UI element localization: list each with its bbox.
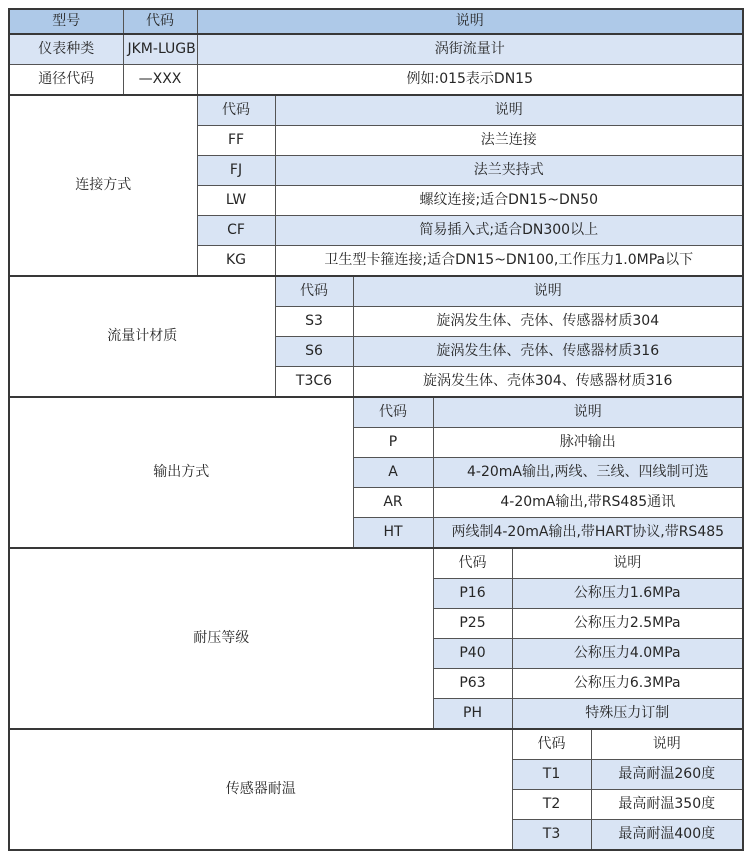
header-code-cell: 代码 [123,9,197,34]
table-row-instrument-type [9,34,743,65]
desc-cell: 公称压力1.6MPa [512,579,743,609]
code-cell: FJ [197,156,275,186]
row-desc-cell: 例如:015表示DN15 [197,65,743,96]
sub-header-desc-cell: 说明 [353,276,743,307]
code-cell: P40 [433,639,512,669]
desc-cell: 公称压力6.3MPa [512,669,743,699]
sub-header-code-cell: 代码 [512,729,591,760]
sub-header-code-cell: 代码 [433,548,512,579]
code-cell: P25 [433,609,512,639]
row-label-cell: 仪表种类 [9,34,123,65]
code-cell: HT [353,518,433,549]
desc-cell: 4-20mA输出,两线、三线、四线制可选 [433,458,743,488]
section-temperature-header-row [9,729,743,760]
sub-header-code-cell: 代码 [197,95,275,126]
section-pressure-header-row [9,548,743,579]
section-label-temperature: 传感器耐温 [9,729,512,850]
section-output-header-row [9,397,743,428]
code-cell: S3 [275,307,353,337]
code-cell: T1 [512,760,591,790]
row-code-cell: —XXX [123,65,197,96]
desc-cell: 旋涡发生体、壳体、传感器材质316 [353,337,743,367]
code-cell: S6 [275,337,353,367]
spec-table [8,8,744,851]
row-label-cell: 通径代码 [9,65,123,96]
code-cell: FF [197,126,275,156]
code-cell: P [353,428,433,458]
section-material-header-row [9,276,743,307]
code-cell: T2 [512,790,591,820]
desc-cell: 特殊压力订制 [512,699,743,730]
sub-header-code-cell: 代码 [275,276,353,307]
header-desc-cell: 说明 [197,9,743,34]
code-cell: LW [197,186,275,216]
code-cell: A [353,458,433,488]
row-desc-cell: 涡街流量计 [197,34,743,65]
desc-cell: 最高耐温350度 [591,790,743,820]
section-label-connection: 连接方式 [9,95,197,276]
row-code-cell: JKM-LUGB [123,34,197,65]
desc-cell: 简易插入式;适合DN300以上 [275,216,743,246]
table-header-row [9,9,743,34]
desc-cell: 最高耐温400度 [591,820,743,851]
sub-header-desc-cell: 说明 [275,95,743,126]
section-label-output: 输出方式 [9,397,353,548]
desc-cell: 公称压力2.5MPa [512,609,743,639]
table-row-diameter-code [9,65,743,96]
code-cell: T3C6 [275,367,353,398]
section-label-material: 流量计材质 [9,276,275,397]
desc-cell: 最高耐温260度 [591,760,743,790]
code-cell: P63 [433,669,512,699]
desc-cell: 旋涡发生体、壳体304、传感器材质316 [353,367,743,398]
header-model-cell: 型号 [9,9,123,34]
desc-cell: 法兰夹持式 [275,156,743,186]
sub-header-desc-cell: 说明 [591,729,743,760]
desc-cell: 脉冲输出 [433,428,743,458]
desc-cell: 两线制4-20mA输出,带HART协议,带RS485 [433,518,743,549]
code-cell: PH [433,699,512,730]
desc-cell: 螺纹连接;适合DN15~DN50 [275,186,743,216]
code-cell: KG [197,246,275,277]
desc-cell: 公称压力4.0MPa [512,639,743,669]
section-connection-header-row [9,95,743,126]
section-label-pressure: 耐压等级 [9,548,433,729]
code-cell: AR [353,488,433,518]
desc-cell: 法兰连接 [275,126,743,156]
sub-header-desc-cell: 说明 [512,548,743,579]
sub-header-code-cell: 代码 [353,397,433,428]
sub-header-desc-cell: 说明 [433,397,743,428]
desc-cell: 4-20mA输出,带RS485通讯 [433,488,743,518]
desc-cell: 旋涡发生体、壳体、传感器材质304 [353,307,743,337]
desc-cell: 卫生型卡箍连接;适合DN15~DN100,工作压力1.0MPa以下 [275,246,743,277]
code-cell: T3 [512,820,591,851]
code-cell: P16 [433,579,512,609]
code-cell: CF [197,216,275,246]
